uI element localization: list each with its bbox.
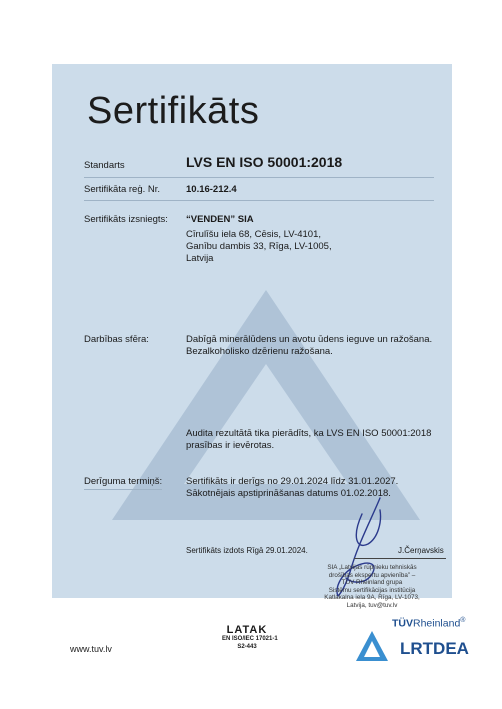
tuv-triangle-icon — [354, 629, 390, 663]
divider — [84, 177, 434, 178]
certificate-sheet — [52, 64, 452, 609]
validity-line: Sākotnējais apstiprināšanas datums 01.02.2018. — [186, 488, 391, 499]
tuv-logo — [344, 617, 484, 675]
scope-line: Bezalkoholisko dzērienu ražošana. — [186, 346, 333, 357]
address-line: Latvija — [186, 253, 214, 264]
validity-label: Derīguma termiņš: — [84, 476, 163, 487]
validity-block — [186, 476, 436, 500]
address-line: Ganību dambis 33, Rīga, LV-1005, — [186, 241, 332, 252]
reg-no-label: Sertifikāta reģ. Nr. — [84, 184, 161, 195]
signature-line — [354, 558, 446, 559]
audit-line: prasības ir ievērotas. — [186, 440, 275, 451]
lak-logo-icon: LATAK — [226, 624, 268, 636]
reg-no-value: 10.16-212.4 — [186, 184, 237, 195]
accreditation-standard: EN ISO/IEC 17021-1 — [222, 636, 278, 642]
lrtdea-brand: LRTDEA — [400, 639, 469, 658]
scope-block — [186, 334, 436, 358]
issuer-line: Sistēmu sertifikācijas institūcija — [328, 586, 416, 594]
audit-line: Audita rezultātā tika pierādīts, ka LVS EN ISO 50001:2018 — [186, 428, 432, 439]
tuv-brand-name: TÜVRheinland® — [392, 617, 466, 630]
issuer-line: Latvija, tuv@tuv.lv — [346, 601, 398, 609]
divider — [84, 200, 434, 201]
issuer-line: Katlakalna iela 9A, Rīga, LV-1073, — [324, 594, 420, 602]
issuer-line: TÜV Rheinland grupa — [341, 579, 403, 587]
issuer-line: drošības ekspertu apvienība” – — [328, 571, 416, 579]
issued-place-date: Sertifikāts izdots Rīgā 29.01.2024. — [186, 546, 308, 555]
certificate-title: Sertifikāts — [87, 90, 260, 132]
background-triangle-icon — [52, 64, 452, 598]
issuer-block — [302, 564, 442, 610]
scope-line: Dabīgā minerālūdens un avotu ūdens ieguve un ražošana. — [186, 334, 433, 345]
signer-name: J.Čerņavskis — [398, 546, 444, 555]
company-name: “VENDEN” SIA — [186, 214, 254, 225]
standard-value: LVS EN ISO 50001:2018 — [186, 154, 343, 170]
audit-block — [186, 428, 436, 452]
accreditation-number: S2-443 — [237, 643, 257, 650]
validity-line: Sertifikāts ir derīgs no 29.01.2024 līdz 31.01.2027. — [186, 476, 399, 487]
standard-label: Standarts — [84, 160, 125, 171]
scope-label: Darbības sfēra: — [84, 334, 149, 345]
divider — [84, 489, 162, 490]
website-link[interactable]: www.tuv.lv — [70, 644, 112, 654]
address-line: Cīrulīšu iela 68, Cēsis, LV-4101, — [186, 229, 322, 240]
issued-to-label: Sertifikāts izsniegts: — [84, 214, 168, 225]
issuer-line: SIA „Latvijas rūpnieku tehniskās — [327, 564, 417, 571]
issued-to-block — [186, 214, 436, 265]
accreditation-mark — [222, 624, 278, 651]
